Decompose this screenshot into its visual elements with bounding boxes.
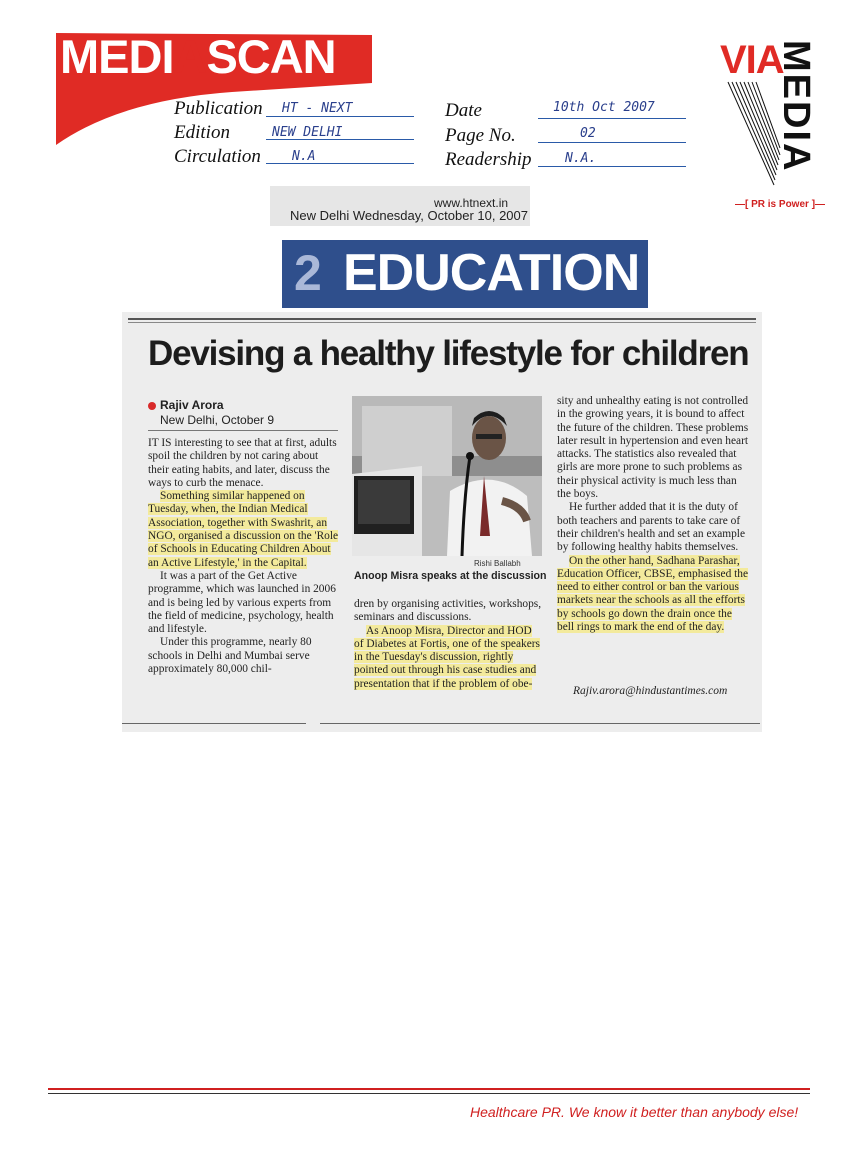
edition-value: NEW DELHI (272, 125, 343, 140)
date-value: 10th Oct 2007 (553, 100, 655, 115)
publication-label: Publication (174, 98, 263, 119)
photo-caption: Anoop Misra speaks at the discussion (354, 570, 547, 582)
date-label: Date (445, 100, 482, 121)
footer-tagline: Healthcare PR. We know it better than anybody else! (470, 1104, 799, 1120)
article-headline: Devising a healthy lifestyle for children (148, 334, 749, 373)
edition-label: Edition (174, 122, 230, 143)
circulation-label: Circulation (174, 146, 261, 167)
article-bottom-rule (320, 723, 760, 724)
footer-rule-dark (48, 1093, 810, 1094)
paragraph-highlighted: On the other hand, Sadhana Parashar, Education Officer, CBSE, emphasised the need to either control or ban the various markets near the schools as all the efforts by schools go down the drain once the bell rings to mark the end of the day. (557, 554, 749, 634)
readership-line (538, 166, 686, 167)
paragraph-highlighted: Something similar happened on Tuesday, when, the Indian Medical Association, together with Swashrit, an NGO, organised a discussion on the 'Role of Schools in Educating Children About an Active Lifestyle,' in the Capital. (148, 490, 339, 569)
circulation-value: N.A (292, 149, 316, 164)
mediascan-logo: MEDIASCAN (60, 30, 336, 83)
newspaper-url: www.htnext.in (434, 196, 509, 210)
paragraph: It was a part of the Get Active programme, which was launched in 2006 and is being led by various experts from the field of medicine, psychology, health and lifestyle. (148, 569, 336, 636)
byline-place: New Delhi, October 9 (160, 413, 275, 427)
paragraph: dren by organising activities, workshops, seminars and discussions. (354, 598, 542, 624)
author-email: Rajiv.arora@hindustantimes.com (573, 685, 728, 697)
paragraph: IT IS interesting to see that at first, adults spoil the children by not caring about their eating habits, and later, discuss the ways to curb the menace. (148, 437, 337, 489)
paragraph: sity and unhealthy eating is not controlled in the growing years, it is bound to affect the future of the children. These problems later result in hypertension and even heart attacks. The statistics also revealed that girls are more prone to such problems as their physical activity is much less than the boys. (557, 395, 749, 501)
readership-value: N.A. (565, 151, 597, 166)
readership-label: Readership (445, 149, 532, 170)
page-no-line (538, 142, 686, 143)
publication-line (266, 116, 414, 117)
paragraph: Under this programme, nearly 80 schools in Delhi and Mumbai serve approximately 80,000 chil- (148, 636, 312, 676)
article-top-rule (128, 318, 756, 320)
article-column-2 (354, 598, 544, 691)
article-column-1 (148, 437, 340, 676)
byline-rule (148, 430, 338, 431)
speaker-photo (352, 396, 542, 556)
via-media-tagline: —[ PR is Power ]— (735, 199, 826, 210)
section-number: 2 (294, 245, 322, 301)
via-media-logo-media: MEDIA (775, 40, 817, 173)
paragraph-highlighted: As Anoop Misra, Director and HOD of Diabetes at Fortis, one of the speakers in the Tuesday's discussion, rightly pointed out through his case studies and presentation that if the problem of obe- (354, 624, 540, 690)
date-line (538, 118, 686, 119)
photo-credit: Rishi Ballabh (474, 559, 521, 568)
article-bottom-rule (122, 723, 306, 724)
byline-author: Rajiv Arora (160, 398, 224, 412)
article-top-rule-thin (128, 322, 756, 323)
page-no-label: Page No. (445, 125, 516, 146)
article-column-3 (557, 395, 749, 634)
publication-value: HT - NEXT (282, 101, 353, 116)
byline-bullet-icon (148, 402, 156, 410)
footer-rule-red (48, 1088, 810, 1090)
section-name: EDUCATION (343, 244, 640, 302)
paragraph: He further added that it is the duty of both teachers and parents to take care of their children's health and set an example by following healthy habits themselves. (557, 501, 746, 554)
page-no-value: 02 (580, 126, 596, 141)
via-media-logo-via: VIA (720, 38, 784, 82)
circulation-line (266, 163, 414, 164)
newspaper-dateline: New Delhi Wednesday, October 10, 2007 (290, 208, 528, 223)
via-media-swoosh (722, 80, 782, 190)
